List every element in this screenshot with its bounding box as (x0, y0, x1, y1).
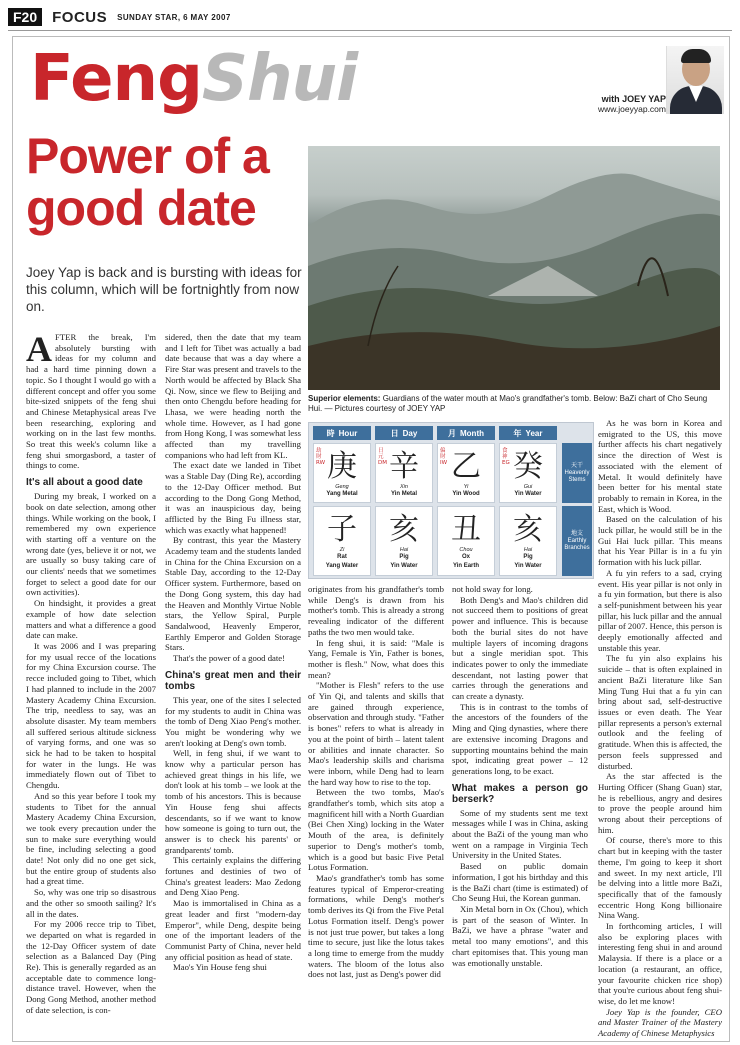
landscape-photo (308, 146, 720, 390)
branch-pinyin: Hai (399, 547, 409, 553)
bazi-header (437, 426, 495, 440)
paragraph: not hold sway for long. (452, 584, 533, 594)
stem-element: Yang Metal (326, 491, 358, 497)
paragraph: Based on public domain information, I got his birthday and this is the BaZi chart (time is estimated) of Cho Seung Hui, the Korean gunman. (452, 861, 588, 904)
paragraph: That's the power of a good date! (173, 653, 286, 664)
paragraph: By contrast, this year the Mastery Academy team and the students landed in China for the China Excursion on a Stable Day, according to the 12-Day Officer system. Furthermore, based on the Dong Gong system, this day had the Heaven and Monthly Virtue Noble stars, the Yellow Spiral, Purple Sandalwood, Heavenly Emperor, Earthly Emperor and Golden Storage Stars. (165, 535, 301, 653)
stem-pinyin: Gui (523, 484, 533, 490)
earthly-branch-cell (375, 506, 433, 576)
bazi-pillar-month (437, 426, 495, 569)
byline-name: with JOEY YAP (601, 94, 666, 104)
stem-element: Yin Water (514, 491, 542, 497)
branch-character: 丑 (451, 512, 481, 547)
paragraph: It was 2006 and I was preparing for my usual recce of the locations for my China Excursion course. The recce included going to Tibet, which I had planned to include in the 2007 Mastery Academy China Excursion. The trip, needless to say, was an absolute disaster. My team members all suffered serious altitude sickness of varying forms, and one was so sick he had to be taken to hospital for water in the lungs. He was immediately flown out of Tibet to Chengdu. (26, 640, 156, 791)
header-cn: 年 (513, 428, 522, 438)
paragraph: As the star affected is the Hurting Officer (Shang Guan) star, he is rebellious, angry and desires to prove the people around him wrong about their perceptions of him. (598, 771, 722, 835)
stem-pinyin: Yi (463, 484, 469, 490)
paragraph: The fu yin also explains his suicide – that is often explained in ancient BaZi literature like San Ming Tung Hui that a fu yin can bring about sad, self-destructive issues or even death. The Year pillar represents a person's external outlook and the feeling of gratitude. When this is affected, the person feels suppressed and disturbed. (598, 653, 722, 771)
paragraph: Xin Metal born in Ox (Chou), which is part of the season of Winter. In BaZi, we have a phrase "water and metal too many emotions", and this chart epitomises that. This young man was emotionally unstable. (452, 903, 588, 968)
paragraph: Some of my students sent me text messages while I was in China, asking about the BaZi of the young man who went on a rampage in Virginia Tech University in the United States. (452, 807, 588, 861)
paragraph: "Mother is Flesh" refers to the use of Yin Qi, and talents and skills that are gained through experience, observation and through study. "Father is bones" refers to what is already in you at the point of birth – latent talent or abilities and innate character. So Mao's leadership skills and charisma were inborn, while Deng had to learn the hard way how to rise to the top. (308, 680, 444, 787)
caption-text: Guardians of the water mouth at Mao's grandfather's tomb. Below: BaZi chart of Cho Seung Hui. — Pictures courtesy of JOEY YAP (308, 394, 708, 413)
header-en: Month (460, 428, 484, 438)
paragraph: In feng shui, it is said: "Male is Yang, Female is Yin, Father is bones, mother is flesh." Now, what does this mean? (308, 637, 444, 680)
author-byline (548, 94, 666, 114)
header-cn: 月 (448, 428, 456, 438)
heavenly-stem-cell (313, 443, 371, 503)
stem-pinyin: Geng (335, 484, 349, 490)
column-1 (26, 329, 156, 1016)
paragraph: And so this year before I took my students to Tibet for the annual Mastery Academy China Excursion, we took every precaution under the sun to make sure everything would be fine, including selecting a good date! Not only did no one get sick, but the entire group of students also had a great time. (26, 790, 156, 887)
heavenly-stem-cell (437, 443, 495, 503)
branch-pinyin: Hai (523, 547, 533, 553)
ten-god-label: 食神 EG (502, 448, 510, 466)
branch-element: Yin Water (390, 563, 418, 569)
header-cn: 日 (390, 428, 399, 438)
stem-pinyin: Xin (400, 484, 408, 490)
header-en: Hour (338, 428, 358, 438)
bazi-pillar-year (499, 426, 557, 569)
masthead-feng: Feng (30, 42, 202, 116)
branch-element: Yin Earth (452, 563, 480, 569)
stem-element: Yin Wood (452, 491, 480, 497)
branch-character: 亥 (389, 512, 419, 547)
branch-animal: Ox (461, 554, 470, 560)
paragraph: Between the two tombs, Mao's grandfather's tomb, which sits atop a magnificent hill with a North Guardian (Bei Chen Xing) locking in the Water Mouth of the area, is definitely superior to Deng's mother's tomb, which is a good but basic Five Petal Lotus Formation. (308, 787, 444, 873)
paragraph: On hindsight, it provides a great example of how date selection matters and what a difference a good date can make. (26, 598, 156, 641)
subhead-good-date: It's all about a good date (26, 477, 143, 489)
paragraph: originates from his grandfather's tomb while Deng's is drawn from his mother's tomb. This is already a strong revealing indicator of the different paths the two men would take. (308, 584, 444, 637)
column-3 (308, 584, 444, 980)
header-en: Day (402, 428, 418, 438)
author-photo (666, 46, 724, 114)
stem-character: 辛 (389, 449, 419, 484)
section-name: FOCUS (52, 8, 108, 26)
earthly-branch-cell (313, 506, 371, 576)
bazi-header (313, 426, 371, 440)
paragraph: For my 2006 recce trip to Tibet, we departed on what is regarded in the 12-Day Officer system of date selection as a Balanced Day (Ping Re). This is generally regarded as an acceptable date to commence long-distance travel. However, when the Dong Gong Method, another method of date selection, is con- (26, 919, 156, 1015)
column-masthead (30, 44, 357, 114)
branch-pinyin: Zi (339, 547, 345, 553)
paragraph: During my break, I worked on a book on date selection, among other things. While working on the book, I remembered my own experience with starting off a venture on the wrong date (yes, believe it or not, we are usually so busy taking care of our clients' needs that we sometimes forget to select a good date for our own activities). (26, 491, 156, 598)
paragraph: The exact date we landed in Tibet was a Stable Day (Ding Re), according to the 12-Day Officer method. But according to the Dong Gong Method, it was an inauspicious day, being afflicted by the Bing Fu illness star, which was exactly what happened! (165, 460, 301, 535)
bazi-pillar-hour (313, 426, 371, 569)
header-rule (8, 30, 732, 31)
column-2 (165, 332, 301, 973)
ten-god-label: 日元 DM (378, 448, 387, 466)
header-en: Year (525, 428, 543, 438)
paragraph: Based on the calculation of his luck pillar, he would still be in the Gui Hai luck pillar. This means that his Year Pillar is in a fu yin formation with his luck pillar. (598, 514, 722, 568)
author-bio: Joey Yap is the founder, CEO and Master Trainer of the Mastery Academy of Chinese Metaphysics (598, 1006, 722, 1039)
paragraph: In forthcoming articles, I will also be exploring places with interesting feng shui in and around Malaysia. If there is a place or a location (a restaurant, an office, your favourite chicken rice shop) that you're curious about feng shui-wise, do let me know! (598, 921, 722, 1006)
bazi-header (375, 426, 433, 440)
paragraph: As he was born in Korea and emigrated to the US, this move further affects his chart negatively since the direction of West is associated with the element of Metal. It would definitely have been better for his mental state probably to remain in Korea, in the East, which is Wood. (598, 418, 722, 514)
paragraph: Mao's Yin House feng shui (173, 962, 267, 973)
paragraph: So, why was one trip so disastrous and the other so smooth sailing? It's all in the dates. (26, 887, 156, 919)
branch-pinyin: Chou (459, 547, 473, 553)
ten-god-label: 偏財 IW (440, 448, 448, 466)
branch-element: Yin Water (514, 563, 542, 569)
branch-element: Yang Water (325, 563, 359, 569)
page-header (8, 6, 732, 28)
paragraph: This certainly explains the differing fortunes and destinies of two of China's greatest leaders: Mao Zedong and Deng Xiao Peng. (165, 855, 301, 898)
side-label-branches: 地支 Earthly Branches (562, 506, 592, 576)
paragraph: Both Deng's and Mao's children did not succeed them to positions of great power and influence. This is because both the burial sites do not have multiple layers of incoming dragons but a single meridian spot. This indicates power to only the immediate descendant, not lasting power that carries through the generations and can create a dynasty. (452, 594, 588, 702)
bazi-chart (308, 422, 594, 579)
ten-god-label: 劫財 RW (316, 448, 326, 466)
bazi-pillar-day (375, 426, 433, 569)
header-cn: 時 (326, 428, 335, 438)
stem-character: 乙 (451, 449, 481, 484)
paragraph: sidered, then the date that my team and I left for Tibet was actually a bad date because that was a day where a Fire Star was present and travels to the North would be affected by Black Sha Qi. Now, since we flew to Beijing and then onto Chengdu before heading for Lhasa, we were heading north the whole time. However, as I had gone from Hong Kong, I was somewhat less affected than my travelling companions who had left from KL. (165, 332, 301, 460)
column-5 (598, 418, 722, 1039)
paragraph: Of course, there's more to this chart but in keeping with the taster theme, I'm going to keep it short and sweet. In my next article, I'll be delving into a little more BaZi, specifically that of the famously eccentric Hong Kong billionaire Nina Wang. (598, 835, 722, 921)
earthly-branch-cell (437, 506, 495, 576)
heavenly-stem-cell (375, 443, 433, 503)
stem-element: Yin Metal (390, 491, 418, 497)
subhead-great-men: China's great men and their tombs (165, 669, 301, 692)
masthead-shui: Shui (201, 42, 358, 116)
paragraph: Well, in feng shui, if we want to know why a particular person has achieved great things in his life, we don't look at his tomb – we look at the tomb of his ancestors. This is because Yin House feng shui affects descendants, so if we want to know how someone is going to turn out, the answer is to check his parents' or grandparents' tomb. (165, 748, 301, 855)
branch-animal: Pig (523, 554, 533, 560)
paragraph: This is in contrast to the tombs of the ancestors of the founders of the Ming and Qing dynasties, where there are extensive incoming Dragons and supporting mountains behind the main spot, indicating great power – 12 generations long, to be exact. (452, 701, 588, 776)
side-label-stems: 天干 Heavenly Stems (562, 443, 592, 503)
branch-animal: Pig (399, 554, 409, 560)
branch-character: 子 (327, 512, 357, 547)
stem-character: 癸 (513, 449, 543, 484)
paragraph: A fu yin refers to a sad, crying event. His year pillar is not only in a fu yin formation, but there is also a self-punishment between his year pillar, his luck pillar and the annual pillar of 2007. Hence, this person is deeply emotionally affected and unstable this year. (598, 567, 723, 653)
caption-lead: Superior elements: (308, 394, 381, 403)
branch-animal: Rat (337, 554, 347, 560)
paragraph: Mao is immortalised in China as a great leader and first "modern-day Emperor", while Deng, despite being one of the important leaders of the Communist Party of China, never held any official position as head of state. (165, 898, 301, 962)
branch-character: 亥 (513, 512, 543, 547)
paragraph: Mao's grandfather's tomb has some features typical of Emperor-creating formations, while Deng's mother's tomb derives its Qi from the Five Petal Lotus Formation itself. Deng's power is not just true power, but takes a long time to secure, just like the lotus takes a long time to emerge from the muddy waters. The bloom of the lotus also does not last, just as Deng's power did (308, 872, 444, 980)
intro-paragraph: FTER the break, I'm absolutely bursting with ideas for my column and had a hard time pinning down a topic. So I thought I would go with a different concept and offer you some bite-sized snippets of the feng shui and Chinese Metaphysical areas I've been researching, exploring and working on in the last few months. So treat this week's column like a feng shui smorgasbord, a taster of things to come. (26, 332, 156, 471)
photo-caption (308, 394, 720, 414)
stem-character: 庚 (327, 449, 357, 484)
byline-website: www.joeyyap.com (597, 104, 666, 114)
column-4 (452, 584, 588, 968)
issue-date: SUNDAY STAR, 6 MAY 2007 (117, 12, 231, 22)
standfirst: Joey Yap is back and is bursting with ideas for this column, which will be fortnightly from now on. (26, 265, 302, 314)
heavenly-stem-cell (499, 443, 557, 503)
earthly-branch-cell (499, 506, 557, 576)
bazi-header (499, 426, 557, 440)
page-number: F20 (8, 8, 42, 26)
drop-cap: A (26, 329, 52, 369)
headline: Power of a good date (26, 128, 269, 236)
subhead-berserk: What makes a person go berserk? (452, 782, 588, 805)
paragraph: This year, one of the sites I selected for my students to audit in China was the tomb of Deng Xiao Peng's mother. You might be wondering why we aren't looking at Deng's own tomb. (165, 694, 301, 748)
